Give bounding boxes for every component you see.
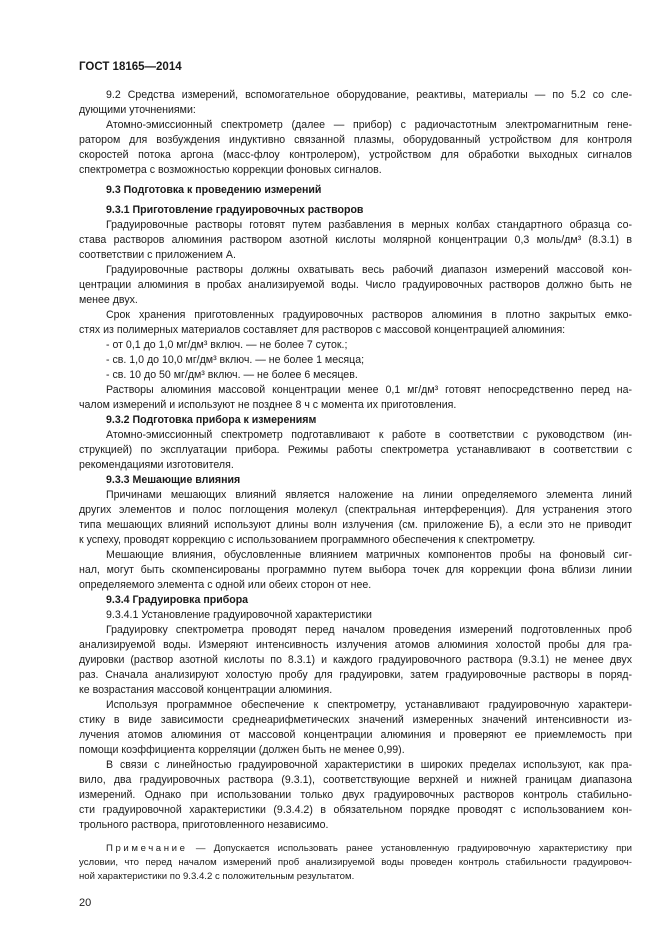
paragraph-line: дуировки (раствор азотной кислоты по 8.3.1) и каждого градуировочного раствора (9.3.1) не менее двух [79,654,632,666]
paragraph-line: измерений. Однако при использовании только двух градуировочных растворов контроль стабильно- [79,789,632,801]
paragraph [79,383,632,413]
note-line: условии, что перед началом измерений проб анализируемой воды проведен контроль стабильности градуировоч- [79,857,632,868]
paragraph-line: стях из полимерных материалов составляет для растворов с массовой концентрацией алюминия: [79,324,566,336]
paragraph-line: ке возрастания массовой концентрации алюминия. [79,684,333,696]
paragraph-line: ратором для возбуждения индуктивно связанной плазмы, оборудованный устройством для контроля [79,134,632,146]
paragraph-line: Причинами мешающих влияний является наложение на линии определяемого элемента линий [106,489,632,501]
paragraph [79,308,632,338]
paragraph-line: лучения атомов алюминия от массовой концентрации алюминия и проверяют ее приемлемость при [79,729,632,741]
paragraph-line: других элементов и полос поглощения молекул (спектральная интерференция). Для устранения этого [79,504,632,516]
note-line: ной характеристики по 9.3.4.2 с положительным результатом. [79,871,355,882]
note-label: Примечание [106,843,188,854]
paragraph-line: раз. Сначала анализируют холостую пробу для градуировки, затем градуировочные растворы в поряд- [79,669,632,681]
note [79,842,632,884]
paragraph-line: - св. 1,0 до 10,0 мг/дм³ включ. — не более 1 месяца; [106,354,365,366]
paragraph-line: нал, могут быть скомпенсированы программно путем выбора точек для коррекции фона вблизи линии [79,564,632,576]
paragraph-line: к успеху, проводят коррекцию с использованием программного обеспечения к спектрометру. [79,534,536,546]
section-heading: 9.3.3 Мешающие влияния [106,474,241,486]
paragraph-line: Используя программное обеспечение к спектрометру, устанавливают градуировочную характери- [106,699,632,711]
paragraph-line: определяемого элемента с одной или обеих сторон от нее. [79,579,372,591]
paragraph-line: Градуировку спектрометра проводят перед началом проведения измерений подготовленных проб [106,624,632,636]
paragraph [79,608,632,623]
paragraph-line: става растворов алюминия раствором азотной кислоты молярной концентрации 0,3 моль/дм³ (8.3.1) в [79,234,632,246]
section-heading: 9.3.2 Подготовка прибора к измерениям [106,414,317,426]
paragraph-line: 9.3.4.1 Установление градуировочной характеристики [106,609,372,621]
paragraph [79,118,632,178]
paragraph [79,218,632,263]
paragraph [79,263,632,308]
paragraph-line: типа мешающих влияний используют длины волн излучения (см. приложение Б), а если это не приводит [79,519,632,531]
page-number: 20 [79,897,92,909]
section-heading: 9.3.4 Градуировка прибора [106,594,249,606]
note-line [79,842,632,856]
document-body [79,88,632,833]
paragraph [79,368,632,383]
paragraph [79,548,632,593]
paragraph-line: В связи с линейностью градуировочной характеристики в широких пределах используют, как пра- [106,759,632,771]
paragraph-line: соответствии с приложением А. [79,249,236,261]
paragraph-line: Растворы алюминия массовой концентрации менее 0,1 мг/дм³ готовят непосредственно перед на- [106,384,632,396]
paragraph [79,353,632,368]
paragraph-line: Градуировочные растворы готовят путем разбавления в мерных колбах стандартного образца со- [106,219,632,231]
paragraph-line: чалом измерений и используют не позднее 8 ч с момента их приготовления. [79,399,457,411]
paragraph-line: менее двух. [79,294,138,306]
section-heading: 9.3 Подготовка к проведению измерений [106,184,322,196]
paragraph-line: вило, два градуировочных раствора (9.3.1), соответствующие верхней и нижней границам диапазона [79,774,632,786]
paragraph [79,758,632,833]
paragraph [79,623,632,698]
section-heading: 9.3.1 Приготовление градуировочных растворов [106,204,364,216]
paragraph-line: дующими уточнениями: [79,104,196,116]
paragraph [79,338,632,353]
note-text: — Допускается использовать ранее установленную градуировочную характеристику при [187,843,632,854]
document-page [79,59,632,909]
paragraph-line: спектрометра с возможностью коррекции фоновых сигналов. [79,164,382,176]
paragraph-line: трольного раствора, приготовленного независимо. [79,819,329,831]
paragraph-line: помощи коэффициента корреляции (должен быть не менее 0,99). [79,744,405,756]
paragraph [79,698,632,758]
paragraph-line: струкцией) по эксплуатации прибора. Режимы работы спектрометра устанавливают в соответствии с [79,444,632,456]
paragraph-line: Градуировочные растворы должны охватывать весь рабочий диапазон измерений массовой кон- [106,264,632,276]
paragraph-line: скоростей потока аргона (масс-флоу контролером), устройством для обработки выходных сигналов [79,149,632,161]
paragraph-line: - св. 10 до 50 мг/дм³ включ. — не более 6 месяцев. [106,369,358,381]
paragraph-line: Атомно-эмиссионный спектрометр (далее — прибор) с радиочастотным электромагнитным гене- [106,119,632,131]
paragraph-line: Срок хранения приготовленных градуировочных растворов алюминия в плотно закрытых емко- [106,309,632,321]
paragraph [79,88,632,118]
paragraph [79,488,632,548]
paragraph-line: анализируемой воды. Измеряют интенсивность излучения атомов алюминия холостой пробы для гра- [79,639,632,651]
paragraph-line: стику в виде зависимости среднеарифметических значений измеренных значений интенсивности из- [79,714,632,726]
paragraph-line: - от 0,1 до 1,0 мг/дм³ включ. — не более 7 суток.; [106,339,348,351]
paragraph-line: рекомендациями изготовителя. [79,459,234,471]
paragraph-line: сти градуировочной характеристики (9.3.4.2) в обязательном порядке проводят с использованием кон- [79,804,632,816]
document-code-header: ГОСТ 18165—2014 [79,61,182,73]
paragraph-line: 9.2 Средства измерений, вспомогательное оборудование, реактивы, материалы — по 5.2 со сле- [106,89,632,101]
paragraph-line: центрации алюминия в пробах анализируемой воды. Число градуировочных растворов должно быть не [79,279,632,291]
paragraph [79,428,632,473]
paragraph-line: Атомно-эмиссионный спектрометр подготавливают к работе в соответствии с руководством (ин- [106,429,632,441]
paragraph-line: Мешающие влияния, обусловленные влиянием матричных компонентов пробы на фоновый сиг- [106,549,632,561]
